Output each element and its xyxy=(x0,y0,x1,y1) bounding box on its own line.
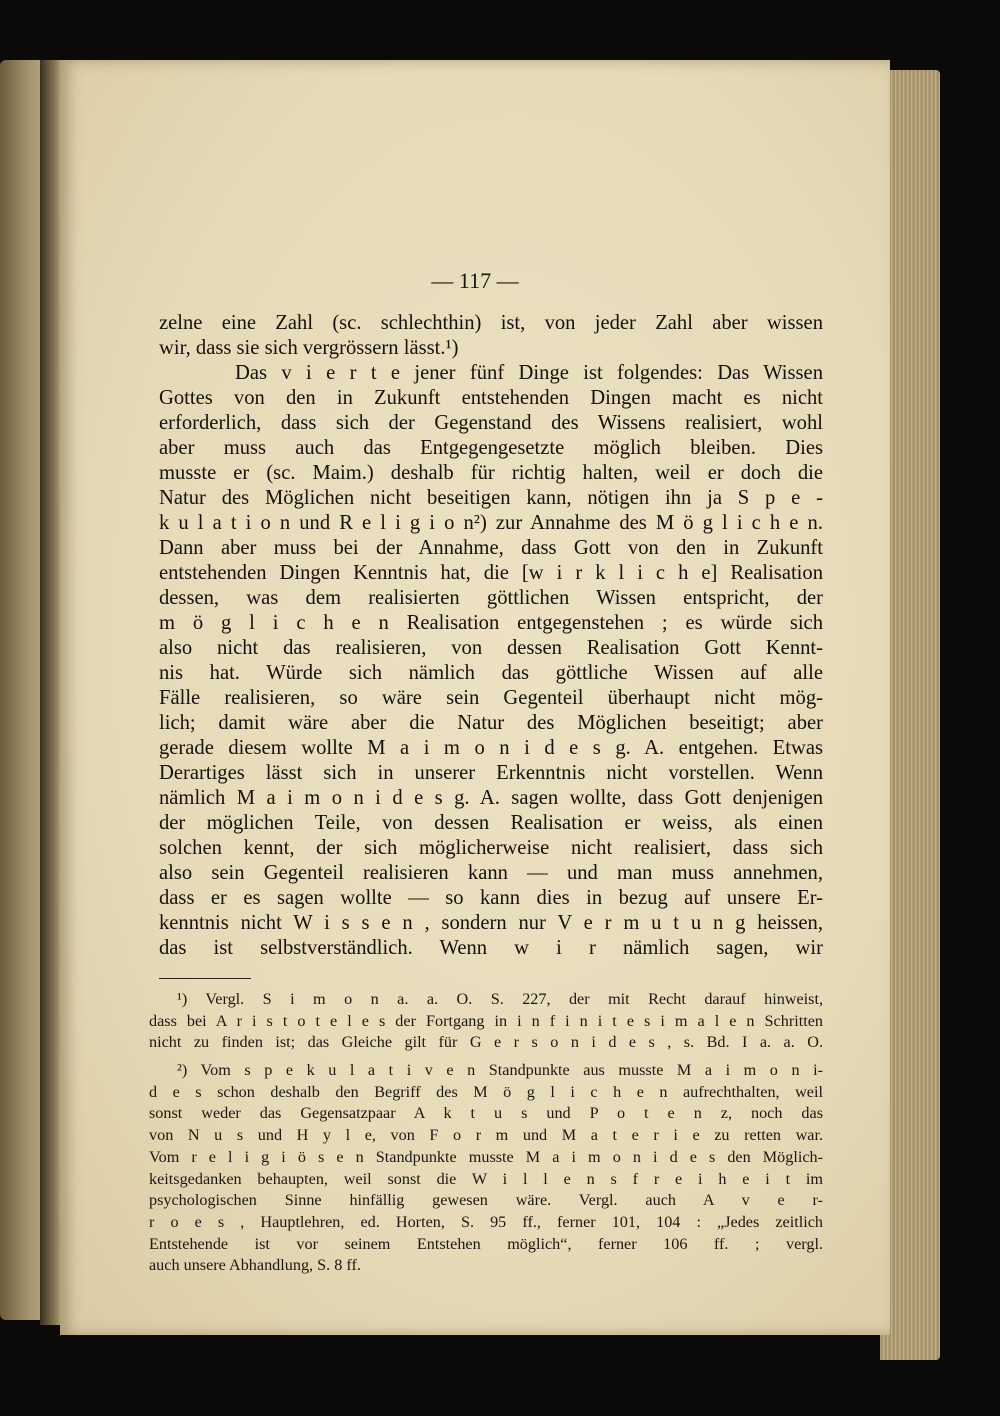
body-line: solchen kennt, der sich möglicherweise nicht realisiert, dass sich xyxy=(159,837,823,859)
footnote-line: r o e s , Hauptlehren, ed. Horten, S. 95 ff., ferner 101, 104 : „Jedes zeitlich xyxy=(149,1212,823,1231)
body-line: Gottes von den in Zukunft entstehenden Dingen macht es nicht xyxy=(159,387,823,409)
body-line: nis hat. Würde sich nämlich das göttliche Wissen auf alle xyxy=(159,662,823,684)
body-line: entstehenden Dingen Kenntnis hat, die [w i r k l i c h e] Realisation xyxy=(159,562,823,584)
footnote-line: ¹) Vergl. S i m o n a. a. O. S. 227, der mit Recht darauf hinweist, xyxy=(177,990,823,1008)
footnote-1 xyxy=(149,989,823,1054)
body-line: Natur des Möglichen nicht beseitigen kann, nötigen ihn ja S p e - xyxy=(159,487,823,509)
body-line: zelne eine Zahl (sc. schlechthin) ist, von jeder Zahl aber wissen xyxy=(159,312,823,334)
footnote-divider xyxy=(159,978,251,979)
body-line: Das v i e r t e jener fünf Dinge ist folgendes: Das Wissen xyxy=(235,362,823,384)
footnote-line: Vom r e l i g i ö s e n Standpunkte musste M a i m o n i d e s den Möglich- xyxy=(149,1147,823,1166)
body-line: Fälle realisieren, so wäre sein Gegenteil überhaupt nicht mög- xyxy=(159,687,823,709)
footnotes xyxy=(149,989,823,1277)
footnote-line: ²) Vom s p e k u l a t i v e n Standpunkte aus musste M a i m o n i- xyxy=(177,1061,823,1080)
footnote-line: auch unsere Abhandlung, S. 8 ff. xyxy=(149,1256,361,1275)
footnote-line: psychologischen Sinne hinfällig gewesen wäre. Vergl. auch A v e r- xyxy=(149,1191,823,1210)
footnote-line: nicht zu finden ist; das Gleiche gilt für G e r s o n i d e s , s. Bd. I a. a. O. xyxy=(149,1033,823,1052)
body-line: das ist selbstverständlich. Wenn w i r nämlich sagen, wir xyxy=(159,937,823,959)
body-line: musste er (sc. Maim.) deshalb für richtig halten, weil er doch die xyxy=(159,462,823,484)
body-line: dessen, was dem realisierten göttlichen Wissen entspricht, der xyxy=(159,587,823,609)
footnote-line: d e s schon deshalb den Begriff des M ö g l i c h e n aufrechthalten, weil xyxy=(149,1082,823,1101)
body-line: k u l a t i o n und R e l i g i o n²) zur Annahme des M ö g l i c h e n. xyxy=(159,512,823,534)
footnote-line: keitsgedanken behaupten, weil sonst die W i l l e n s f r e i h e i t im xyxy=(149,1169,823,1188)
footnote-2 xyxy=(149,1060,823,1277)
body-line: m ö g l i c h e n Realisation entgegenstehen ; es würde sich xyxy=(159,612,823,634)
body-line: nämlich M a i m o n i d e s g. A. sagen wollte, dass Gott denjenigen xyxy=(159,787,823,809)
body-line: der möglichen Teile, von dessen Realisation er weiss, als einen xyxy=(159,812,823,834)
body-line: gerade diesem wollte M a i m o n i d e s g. A. entgehen. Etwas xyxy=(159,737,823,759)
body-line: erforderlich, dass sich der Gegenstand des Wissens realisiert, wohl xyxy=(159,412,823,434)
body-line: dass er es sagen wollte — so kann dies in bezug auf unsere Er- xyxy=(159,887,823,909)
footnote-line: sonst weder das Gegensatzpaar A k t u s und P o t e n z, noch das xyxy=(149,1104,823,1123)
body-line: wir, dass sie sich vergrössern lässt.¹) xyxy=(159,337,459,359)
footnote-line: von N u s und H y l e, von F o r m und M a t e r i e zu retten war. xyxy=(149,1126,823,1145)
body-line: also nicht das realisieren, von dessen Realisation Gott Kennt- xyxy=(159,637,823,659)
page-number: — 117 — xyxy=(431,268,519,293)
body-line: kenntnis nicht W i s s e n , sondern nur V e r m u t u n g heissen, xyxy=(159,912,823,934)
body-line: also sein Gegenteil realisieren kann — und man muss annehmen, xyxy=(159,862,823,884)
body-line: Dann aber muss bei der Annahme, dass Gott von den in Zukunft xyxy=(159,537,823,559)
footnote-line: dass bei A r i s t o t e l e s der Fortgang in i n f i n i t e s i m a l e n Schritten xyxy=(149,1011,823,1030)
body-line: aber muss auch das Entgegengesetzte möglich bleiben. Dies xyxy=(159,437,823,459)
body-line: Derartiges lässt sich in unserer Erkenntnis nicht vorstellen. Wenn xyxy=(159,762,823,784)
body-line: lich; damit wäre aber die Natur des Möglichen beseitigt; aber xyxy=(159,712,823,734)
book-page xyxy=(60,60,890,1335)
body-text xyxy=(159,311,823,961)
footnote-line: Entstehende ist vor seinem Entstehen möglich“, ferner 106 ff. ; vergl. xyxy=(149,1234,823,1253)
